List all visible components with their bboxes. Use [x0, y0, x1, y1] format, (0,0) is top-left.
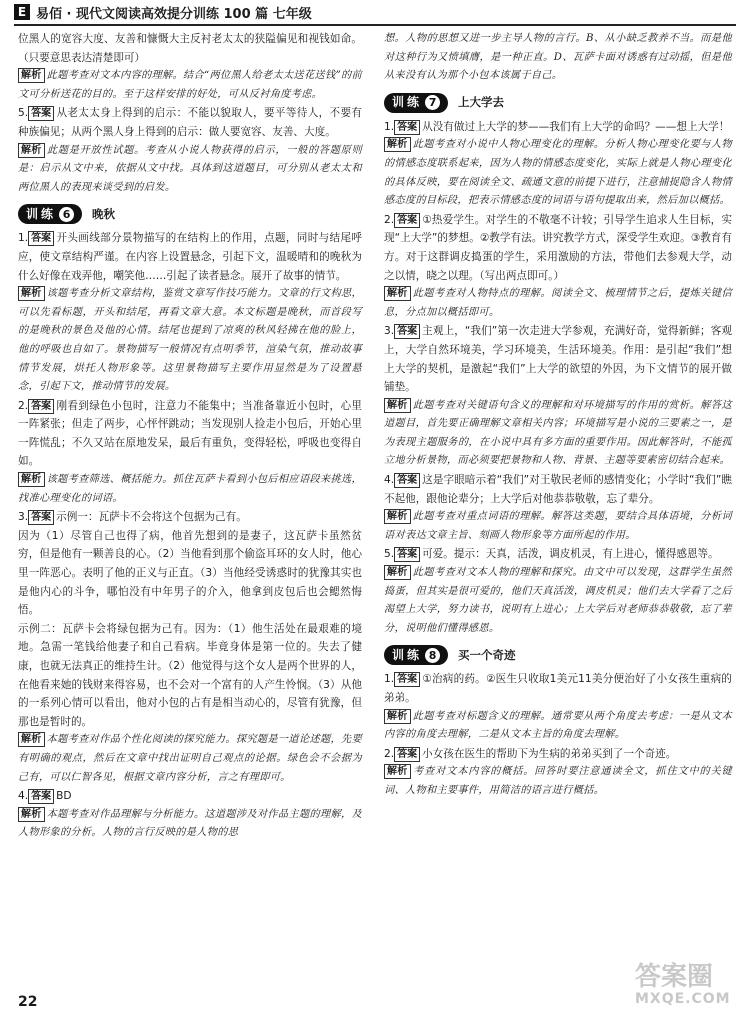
answer-tag: 答案 — [394, 547, 420, 562]
analysis-tag: 解析 — [384, 565, 411, 580]
right-column — [384, 30, 732, 801]
analysis-tag: 解析 — [18, 807, 45, 822]
answer-block: 1. 答案 开头画线部分景物描写的在结构上的作用，点题，同时与结尾呼应，使文章结构严谨。在内容上设置悬念，引起下文，温暖晴和的晚秋为什么好像在戏弄他，嘲笑他……引起了读者悬念。展开了故事的情节。 — [18, 232, 362, 282]
analysis-tag: 解析 — [18, 143, 45, 158]
section-badge: 训练 6 — [18, 204, 82, 224]
section-badge: 训练 8 — [384, 645, 448, 665]
analysis-block: 解析 该题考查筛选、概括能力。抓住瓦萨卡看到小包后相应语段来挑选，找准心理变化的词语。 — [18, 474, 362, 504]
analysis-tag: 解析 — [18, 472, 45, 487]
answer-tag: 答案 — [394, 120, 420, 135]
section-title: 上大学去 — [458, 95, 505, 110]
analysis-tag: 解析 — [18, 286, 45, 301]
answer-tag: 答案 — [394, 747, 420, 762]
answer-tag: 答案 — [394, 672, 420, 687]
left-column — [18, 30, 362, 843]
answer-block: 2. 答案 ①热爱学生。对学生的不敬毫不计较；引导学生追求人生目标，实现“上大学”的梦想。②教学有法。讲究教学方式，深受学生欢迎。③教育有方。对于这群调皮捣蛋的学生，采用激励的方法，带他们去参观大学，动之以情，晓之以理。（写出两点即可。） — [384, 213, 732, 282]
analysis-tag: 解析 — [384, 286, 411, 301]
section-title: 买一个奇迹 — [458, 648, 516, 663]
answer-tag: 答案 — [28, 231, 54, 246]
section-heading-8 — [384, 644, 732, 666]
answer-block: 3. 答案 主观上，“我们”第一次走进大学参观，充满好奇，觉得新鲜；客观上，大学自然环境美，学习环境美，生活环境美。作用：是引起“我们”想上大学的契机，是激起“我们”上大学的欲望的外因，为下文情节的展开做铺垫。 — [384, 325, 732, 394]
analysis-block: 解析 此题考查对文本人物的理解和探究。由文中可以发现，这群学生虽然捣蛋，但其实是很可爱的，他们天真活泼，调皮机灵；他们去大学看了之后渴望上大学，努力读书，说明有上进心；上大学后对老师恭恭敬敬，忘了辈分，说明他们懂得感恩。 — [384, 567, 732, 634]
analysis-block: 解析 该题考查分析文章结构，鉴赏文章写作技巧能力。文章的行文构思，可以先看标题，开头和结尾，再看文章大意。本文标题是晚秋，而首段写的是晚秋的景色及他的心情。结尾也提到了凉爽的秋风轻拂在他的脸上，他的呼吸也自如了。景物描写一般情况有点明季节，渲染气氛，推动故事情节发展，烘托人物形象等。这里景物描写主要作用显然是为了设置悬念，引起下文，推动情节的发展。 — [18, 288, 362, 393]
publisher-logo-icon: E — [14, 4, 30, 20]
answer-block: 1. 答案 从没有做过上大学的梦——我们有上大学的命吗？——想上大学！ — [384, 120, 730, 133]
answer-block: 1. 答案 ①治病的药。②医生只收取1美元11美分便治好了小女孩生重病的弟弟。 — [384, 673, 732, 704]
answer-tag: 答案 — [28, 789, 54, 804]
analysis-block: 解析 此题考查对关键语句含义的理解和对环境描写的作用的赏析。解答这道题目，首先要正确理解文章相关内容；环境描写是小说的三要素之一，是为表现主题服务的，在小说中具有多方面的重要作用。因此解答时，不能孤立地分析景物，而必须要把景物和人物、背景、主题等要素密切结合起来。 — [384, 399, 732, 467]
answer-block: 5. 答案 可爱。提示：天真，活泼，调皮机灵，有上进心，懂得感恩等。 — [384, 548, 719, 561]
analysis-tag: 解析 — [18, 732, 45, 747]
analysis-block: 解析 此题考查对小说中人物心理变化的理解。分析人物心理变化要与人物的情感态度联系起来，因为人物的情感态度变化，实际上就是人物心理变化的具体反映，要在阅读全文、疏通文意的前提下进行，注意捕捉隐含人物情感态度的目标段，把表示情感态度的词语与语句提取出来，然后加以概括。 — [384, 139, 732, 207]
answer-block: 5. 答案 从老太太身上得到的启示：不能以貌取人，要平等待人，不要有种族偏见；从两个黑人身上得到的启示：做人要宽容、友善、大度。 — [18, 107, 362, 138]
book-title: 易佰 · 现代文阅读高效提分训练 100 篇 七年级 — [36, 6, 312, 22]
analysis-tag: 解析 — [384, 709, 411, 724]
analysis-block: 解析 本题考查对作品理解与分析能力。这道题涉及对作品主题的理解，及人物形象的分析。人物的言行反映的是人物的思 — [18, 808, 362, 839]
analysis-continuation: 想。人物的思想又进一步主导人物的言行。B、从小缺乏教养不当。而是他对这种行为又愤填膺，是一种正直。D、瓦萨卡面对诱惑有过动摇，但是他从来没有认为那个小包本该属于自己。 — [384, 33, 732, 82]
analysis-block: 解析 此题是开放性试题。考查从小说人物获得的启示，一般的答题原则是：启示从文中来，依据从文中找。具体到这道题目，可分别从老太太和两位黑人的表现来谈受到的启发。 — [18, 144, 362, 193]
watermark-logo: 答案圈 MXQE.COM — [635, 962, 731, 1007]
page-number: 22 — [18, 994, 38, 1010]
paragraph: 位黑人的宽容大度、友善和慷慨大主反衬老太太的狭隘偏见和视钱如命。（只要意思表达清楚即可） — [18, 33, 362, 64]
answer-block: 4. 答案 这是字眼暗示着“我们”对王敬民老师的感情变化；小学时“我们”瞧不起他，跟他论辈分；上大学后对他恭恭敬敬，忘了辈分。 — [384, 474, 732, 505]
analysis-tag: 解析 — [384, 137, 411, 152]
section-badge: 训练 7 — [384, 93, 448, 113]
answer-block: 2. 答案 小女孩在医生的帮助下为生病的弟弟买到了一个奇迹。 — [384, 747, 677, 760]
answer-block: 2. 答案 刚看到绿色小包时，注意力不能集中；当准备靠近小包时，心里一阵紧张；但走了两步，心怦怦跳动；当发现别人捡走小包后，开始心里一阵慌乱；不久又站在原地发呆，最后有重负，变得轻松，呼吸也变得自如。 — [18, 399, 362, 468]
section-heading-6 — [18, 203, 362, 225]
analysis-block: 解析 本题考查对作品个性化阅读的探究能力。探究题是一道论述题，先要有明确的观点，然后在文章中找出证明自己观点的论据。绿色会不会据为己有，可以仁智各见，根据文章内容分析，言之有理即可。 — [18, 734, 362, 783]
section-title: 晚秋 — [92, 207, 116, 222]
answer-block: 4. 答案 BD — [18, 790, 72, 803]
answer-tag: 答案 — [394, 324, 420, 339]
analysis-block: 解析 此题考查对重点词语的理解。解答这类题，要结合具体语境，分析词语对表达文章主旨、刻画人物形象等方面所起的作用。 — [384, 511, 732, 541]
answer-tag: 答案 — [28, 510, 54, 525]
answer-tag: 答案 — [394, 473, 420, 488]
answer-block: 3. 答案 示例一：瓦萨卡不会将这个包据为己有。 — [18, 511, 247, 524]
answer-tag: 答案 — [394, 213, 420, 228]
analysis-block: 解析 此题考查对文本内容的理解。结合“两位黑人给老太太送花送钱”的前文可分析送花的目的。至于这样安排的好处，可从反衬角度考虑。 — [18, 70, 362, 100]
analysis-block: 解析 此题考查对人物特点的理解。阅读全文、梳理情节之后，提炼关键信息，分点加以概括即可。 — [384, 288, 732, 318]
analysis-tag: 解析 — [384, 509, 411, 524]
analysis-block: 解析 考查对文本内容的概括。回答时要注意通读全文，抓住文中的关键词、人物和主要事件，用简洁的语言进行概括。 — [384, 766, 732, 796]
answer-tag: 答案 — [28, 399, 54, 414]
paragraph: 因为（1）尽管自己也得了病，他首先想到的是妻子，这瓦萨卡虽然贫穷，但是他有一颗善良的心。（2）当他看到那个偷盗耳环的女人时，他心里一阵恶心。表明了他的正义与正直。（3）当他经受诱惑时的犹豫其实也是他内心的斗争，哪怕没有中年男子的介入，他拿到皮包后也会鳃然悔悟。 — [18, 529, 362, 617]
page-header — [14, 0, 736, 26]
section-heading-7 — [384, 92, 732, 114]
paragraph: 示例二：瓦萨卡会将绿包据为己有。因为：（1）他生活处在最艰难的境地。急需一笔钱给他妻子和自己看病。毕竟身体是第一位的。失去了健康，也就无法真正的维持生计。（2）他觉得与这个女人是两个世界的人，在他看来她的钱财来得容易，也不会对一个富有的人产生怜悯。（3）从他的一系列心情可以看出，他对小包的占有是相当动心的，尽管有犹豫，但那也是暂时的。 — [18, 622, 362, 728]
analysis-tag: 解析 — [384, 764, 411, 779]
analysis-tag: 解析 — [384, 398, 411, 413]
analysis-tag: 解析 — [18, 68, 45, 83]
analysis-block: 解析 此题考查对标题含义的理解。通常要从两个角度去考虑：一是从文本内容的角度去理解，二是从文本主旨的角度去理解。 — [384, 710, 732, 741]
answer-tag: 答案 — [28, 106, 54, 121]
